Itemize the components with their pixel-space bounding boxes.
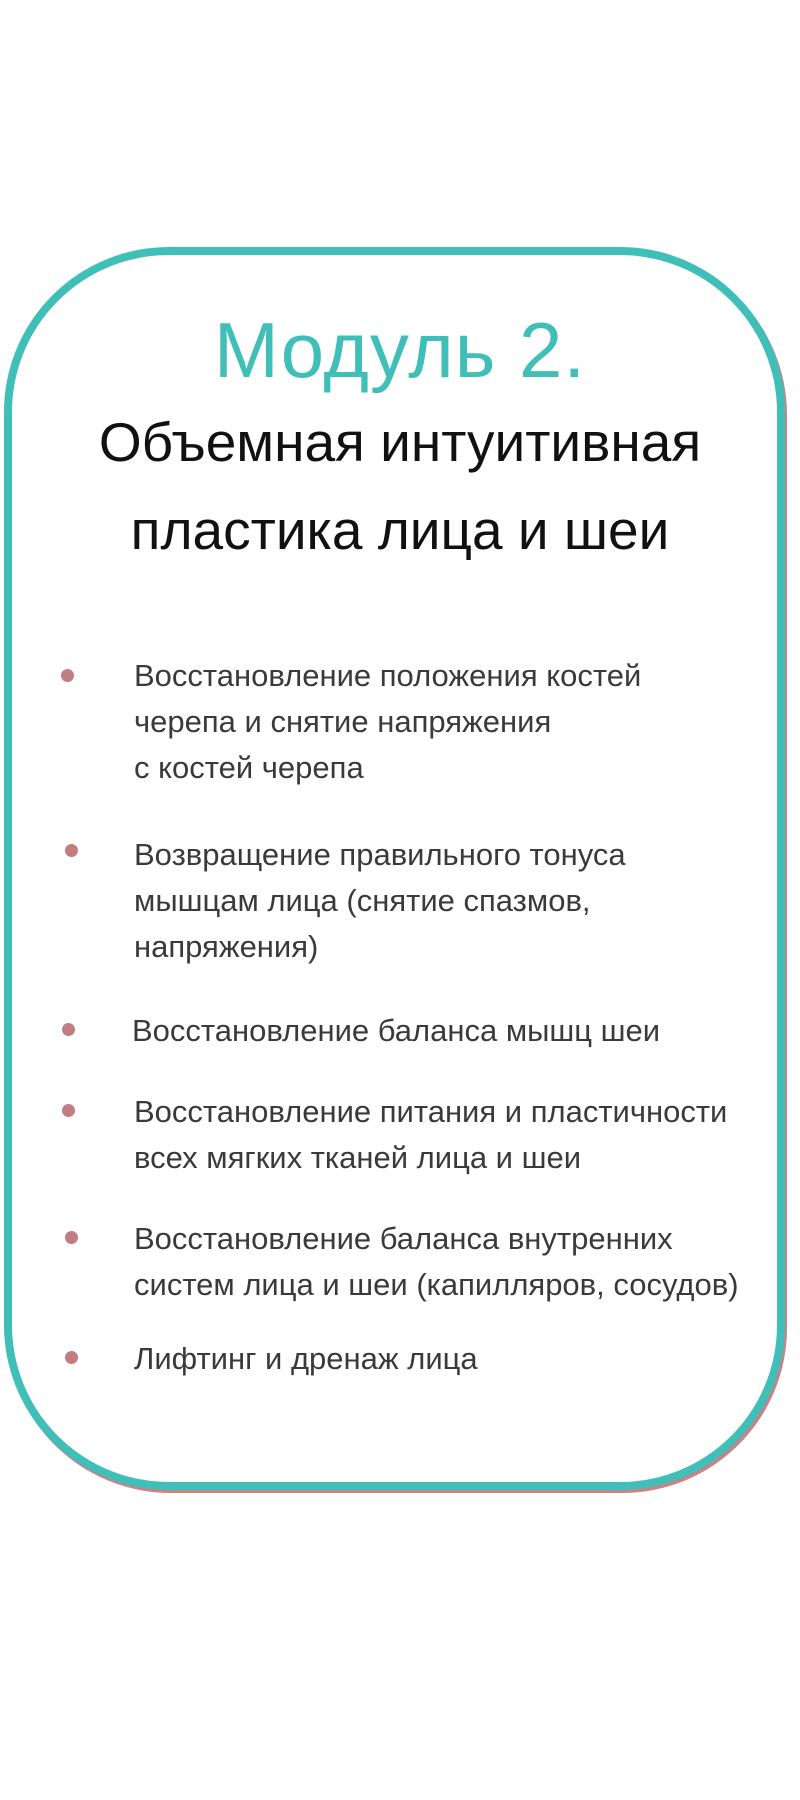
bullet-dot-icon	[62, 1104, 75, 1117]
list-item-text: Восстановление баланса мышц шеи	[132, 1013, 661, 1048]
module-subtitle-text: Объемная интуитивная пластика лица и шеи	[98, 411, 702, 561]
bullet-dot-icon	[65, 1231, 78, 1244]
list-item-text: Восстановление положения костей черепа и снятие напряжения с костей черепа	[134, 658, 642, 785]
module-title: Модуль 2.	[213, 306, 587, 394]
list-item-text: Лифтинг и дренаж лица	[134, 1341, 478, 1376]
bullet-dot-icon	[61, 669, 74, 682]
list-item-text: Возвращение правильного тонуса мышцам лица (снятие спазмов, напряжения)	[134, 837, 626, 964]
bullet-dot-icon	[62, 1023, 75, 1036]
list-item-text: Восстановление баланса внутренних систем лица и шеи (капилляров, сосудов)	[134, 1221, 739, 1302]
bullet-dot-icon	[65, 1351, 78, 1364]
list-item-text: Восстановление питания и пластичности всех мягких тканей лица и шеи	[134, 1094, 728, 1175]
bullet-dot-icon	[65, 844, 78, 857]
